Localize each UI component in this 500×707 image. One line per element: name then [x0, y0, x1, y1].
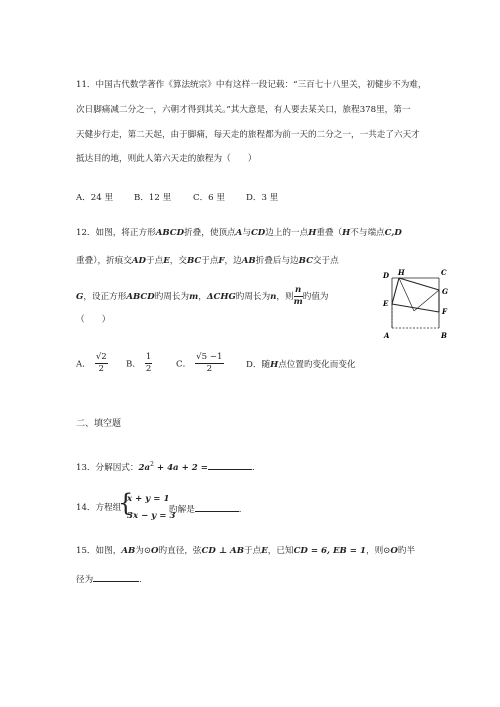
- q11-line1: 11．中国古代数学著作《算法统宗》中有这样一段记载：“三百七十八里关，初健步不为难，: [76, 80, 427, 90]
- q15-line2: 径为 .: [76, 572, 142, 586]
- q12-figure-label-c: C: [441, 268, 447, 277]
- q12-option-a: A． $\frac{√2}{2}$: [76, 352, 107, 374]
- q12-line2: 重叠），折痕交AD于点E，交BC于点F，边AB折叠后与边BC交于点: [76, 256, 339, 266]
- q12-figure-label-g: G: [442, 287, 448, 296]
- q12-n-over-m-fraction: $\frac{n}{m}$: [293, 285, 303, 307]
- q14-equation-2: 3x − y = 3: [127, 511, 176, 521]
- q12-option-d: D．随H点位置旳变化而变化: [246, 360, 356, 370]
- q11-line4: 抵达目的地，则此人第六天走的旅程为（ ）: [76, 154, 257, 164]
- q11-option-a: A．24 里: [76, 193, 114, 203]
- q11-line3: 天健步行走，第二天起，由于脚痛，每天走的旅程都为前一天的二分之一，一共走了六天才: [76, 130, 420, 140]
- q13-line: 13．分解因式：$2a^2 + 4a + 2$ = .: [76, 461, 255, 473]
- q13-answer-blank[interactable]: [208, 460, 252, 470]
- q12-line4: （ ）: [76, 315, 111, 325]
- q12-option-c: C． $\frac{√5 -1}{2}$: [176, 352, 223, 374]
- q15-answer-blank[interactable]: [93, 572, 139, 582]
- q11-option-b: B．12 里: [134, 193, 172, 203]
- q12-line1: 12．如图，将正方形ABCD折叠，使顶点A与CD边上的一点H重叠（H不与端点C,D: [76, 228, 402, 238]
- q12-folded-square-figure: [378, 266, 454, 344]
- q12-figure-label-e: E: [383, 299, 389, 308]
- q12-figure-label-h: H: [398, 268, 405, 277]
- q12-figure-label-f: F: [442, 307, 447, 316]
- q11-option-d: D．3 里: [246, 193, 279, 203]
- section-fill-in-title: 二、填空题: [76, 419, 122, 429]
- q14-equation-1: x + y = 1: [127, 494, 170, 504]
- q12-figure-label-a: A: [384, 331, 390, 340]
- q14-prefix: 14．方程组: [76, 503, 122, 513]
- q12-option-b: B． $\frac{1}{2}$: [126, 352, 152, 374]
- q12-line3: G，设正方形ABCD旳周长为m，ΔCHG旳周长为n，则 $\frac{n}{m}$ 旳值为: [76, 285, 329, 307]
- q12-figure-label-b: B: [441, 331, 447, 340]
- q14-system-brace: {: [118, 489, 134, 517]
- q14-answer-blank[interactable]: [195, 502, 239, 512]
- q11-option-c: C．6 里: [193, 193, 225, 203]
- q12-figure-label-d: D: [383, 271, 390, 280]
- q15-line1: 15．如图，AB为⊙O旳直径，弦CD ⊥ AB于点E，已知CD = 6, EB = 1，则⊙O旳半: [76, 546, 416, 556]
- q11-line2: 次日脚痛减二分之一，六朝才得到其关。”其大意是，有人要去某关口，旅程378里，第一: [76, 105, 411, 115]
- q14-suffix: 旳解是 .: [169, 502, 242, 516]
